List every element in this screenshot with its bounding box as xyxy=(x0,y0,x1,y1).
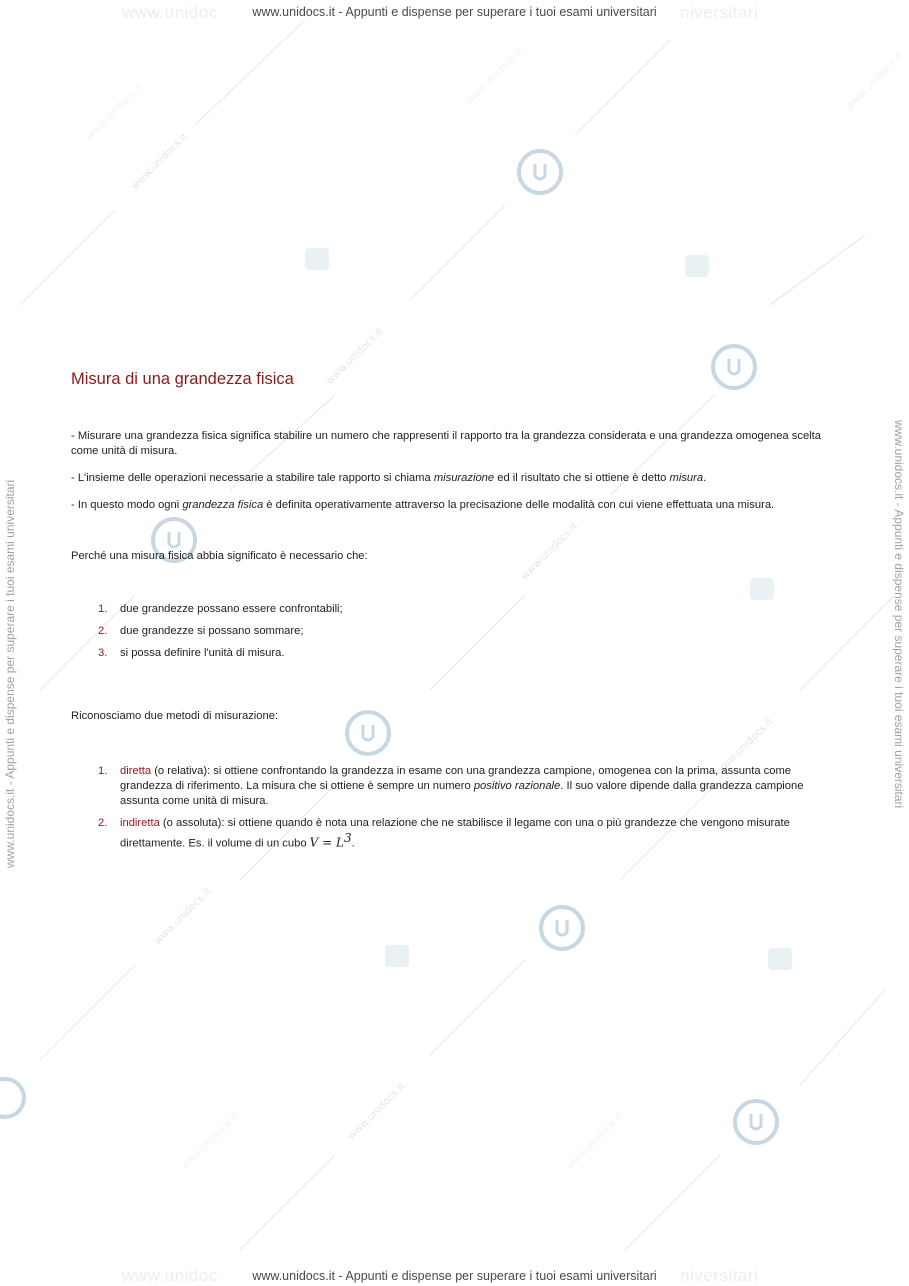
list-item xyxy=(71,646,841,661)
list-item xyxy=(71,816,841,852)
ghost-banner-right-top: niversitari xyxy=(680,3,759,22)
paragraph-operational xyxy=(71,498,841,513)
emphasis-misura: misura xyxy=(669,472,704,484)
text-run: (o relativa): si ottiene confrontando la grandezza in esame con una grandezza campione, omogenea con la prima, assunta come grandezza di riferimento. La misura che si ottiene è sempre un numero xyxy=(120,765,792,792)
text-run: - L'insieme delle operazioni necessarie a stabilire tale rapporto si chiama xyxy=(71,472,434,484)
svg-text:www.unidocs.it: www.unidocs.it xyxy=(346,1081,408,1143)
svg-text:www.unidocs.it: www.unidocs.it xyxy=(84,81,146,143)
svg-text:www.unidocs.it: www.unidocs.it xyxy=(844,51,906,113)
text-run: . Il suo valore dipende dalla grandezza campione assunta come unità di misura. xyxy=(120,780,804,807)
document-body xyxy=(71,370,841,859)
math-formula: V = L xyxy=(309,835,344,850)
paragraph-requirements-intro: Perché una misura fisica abbia significato è necessario che: xyxy=(71,550,368,562)
term-diretta: diretta xyxy=(120,765,152,777)
list-text: due grandezze si possano sommare; xyxy=(120,625,304,637)
paragraph-methods-intro: Riconosciamo due metodi di misurazione: xyxy=(71,710,279,722)
methods-list xyxy=(71,764,841,852)
text-run: è definita operativamente attraverso la precisazione delle modalità con cui viene effettuata una misura. xyxy=(263,499,775,511)
term-indiretta: indiretta xyxy=(120,817,160,829)
svg-text:www.unidocs.it: www.unidocs.it xyxy=(324,326,386,388)
math-exponent: 3 xyxy=(344,831,352,845)
watermark-side-right: www.unidocs.it - Appunti e dispense per superare i tuoi esami universitari xyxy=(892,420,906,809)
text-run: (o assoluta): si ottiene quando è nota una relazione che ne stabilisce il legame con una o più grandezze che vengono misurate direttamente. Es. il volume di un cubo xyxy=(120,817,790,850)
emphasis-grandezza-fisica: grandezza fisica xyxy=(182,499,264,511)
list-item xyxy=(71,602,841,617)
svg-text:www.unidocs.it: www.unidocs.it xyxy=(464,46,526,108)
svg-text:www.unidocs.it: www.unidocs.it xyxy=(179,1111,241,1173)
svg-text:www.unidocs.it: www.unidocs.it xyxy=(152,886,214,948)
watermark-banner-top: www.unidocs.it - Appunti e dispense per superare i tuoi esami universitari xyxy=(252,5,657,19)
list-number: 2. xyxy=(98,817,108,829)
list-number: 1. xyxy=(98,765,108,777)
text-run: . xyxy=(703,472,707,484)
emphasis-positivo-razionale: positivo razionale xyxy=(473,780,561,792)
list-item xyxy=(71,764,841,809)
svg-text:www.unidocs.it: www.unidocs.it xyxy=(714,716,776,778)
ghost-banner-left-bottom: www.unidoc xyxy=(122,1266,218,1285)
svg-text:www.unidocs.it: www.unidocs.it xyxy=(129,131,191,193)
list-text: due grandezze possano essere confrontabili; xyxy=(120,603,343,615)
text-run: ed il risultato che si ottiene è detto xyxy=(494,472,670,484)
text-run: - In questo modo ogni xyxy=(71,499,183,511)
paragraph-measurement xyxy=(71,471,841,486)
requirements-list xyxy=(71,602,841,661)
list-number: 3. xyxy=(98,647,108,659)
ghost-banner-left-top: www.unidoc xyxy=(122,3,218,22)
list-text: si possa definire l'unità di misura. xyxy=(120,647,285,659)
section-title: Misura di una grandezza fisica xyxy=(71,370,294,388)
list-item xyxy=(71,624,841,639)
svg-text:www.unidocs.it: www.unidocs.it xyxy=(564,1111,626,1173)
paragraph-definition: - Misurare una grandezza fisica significa stabilire un numero che rappresenti il rapporto tra la grandezza considerata e una grandezza omogenea scelta come unità di misura. xyxy=(71,430,821,457)
list-number: 2. xyxy=(98,625,108,637)
watermark-banner-bottom: www.unidocs.it - Appunti e dispense per superare i tuoi esami universitari xyxy=(252,1269,657,1283)
emphasis-misurazione: misurazione xyxy=(433,472,495,484)
svg-text:www.unidocs.it: www.unidocs.it xyxy=(519,521,581,583)
ghost-banner-right-bottom: niversitari xyxy=(680,1266,759,1285)
watermark-side-left: www.unidocs.it - Appunti e dispense per superare i tuoi esami universitari xyxy=(3,479,17,868)
text-run: . xyxy=(351,837,355,850)
list-number: 1. xyxy=(98,603,108,615)
